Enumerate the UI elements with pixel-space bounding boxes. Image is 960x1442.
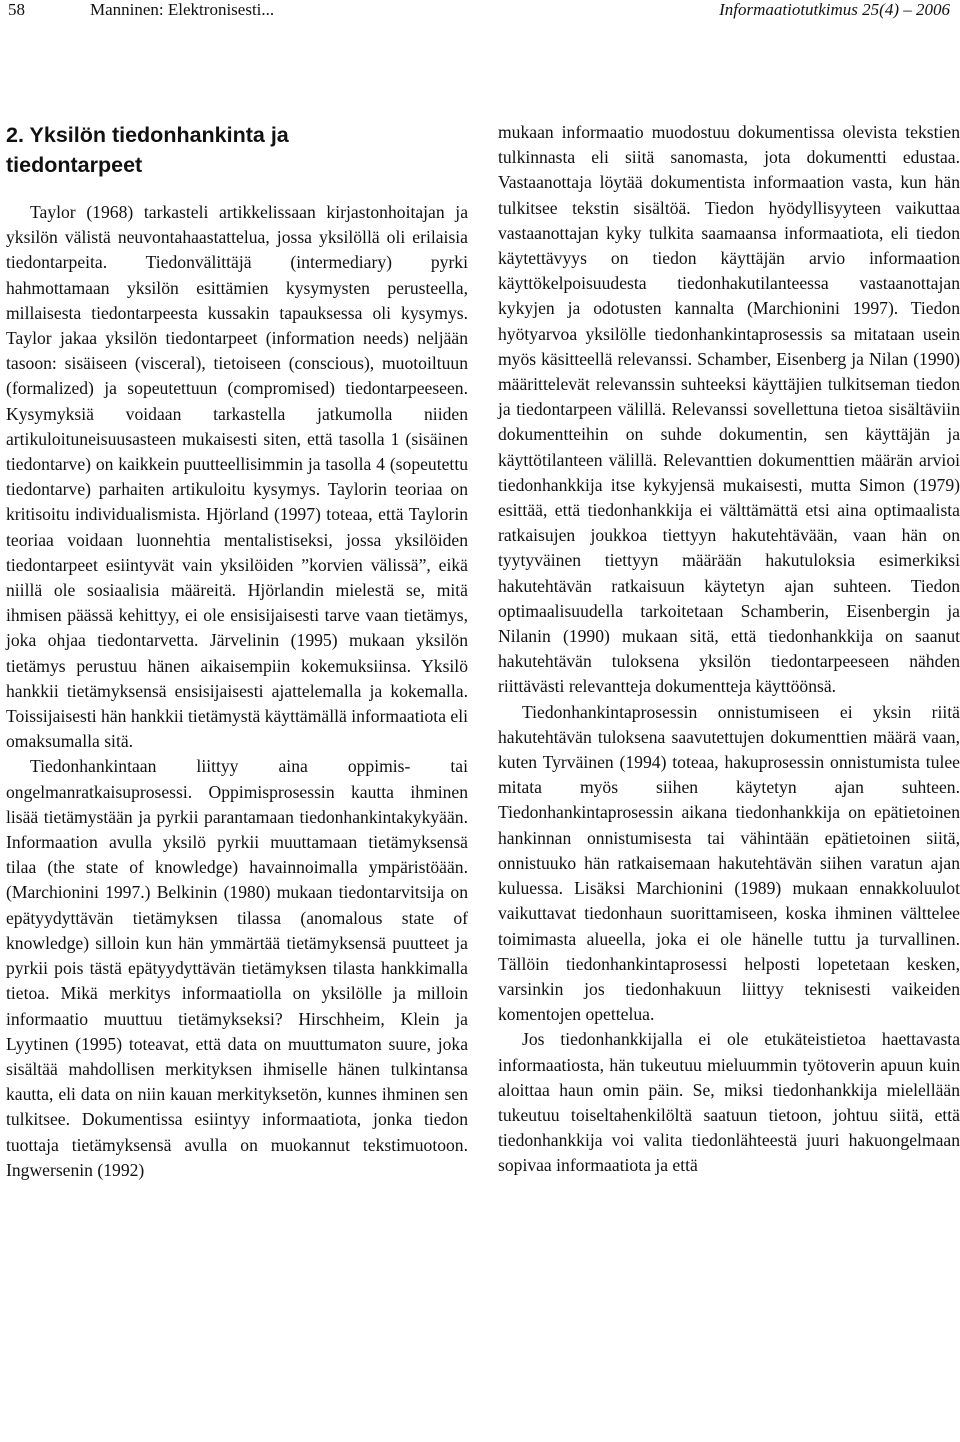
body-paragraph: Tiedonhankintaprosessin onnistumiseen ei yksin riitä hakutehtävän tuloksena saavutettujen dokumenttien määrä vaan, kuten Tyrväinen (1994) toteaa, hakuprosessin onnistumista tulee mitata myös siihen käytetyn ajan suhteen. Tiedonhankintaprosessin aikana tiedonhankkija on epätietoinen hankinnan onnistumisesta tai vähintään epätietoinen siitä, onnistuuko hän ratkaisemaan hakutehtävän siihen varatun ajan kuluessa. Lisäksi Marchionini (1989) mukaan ennakkoluulot vaikuttavat tiedonhaun suorittamiseen, koska ihminen välttelee toimimasta alueella, joka ei ole hänelle tuttu ja turvallinen. Tällöin tiedonhankintaprosessi helposti lopetetaan kesken, varsinkin jos tiedonhakuun liittyy teknisesti vaikeiden komentojen opettelua. (498, 701, 960, 1025)
running-header (0, 0, 960, 34)
left-column (6, 120, 468, 1183)
section-heading (6, 120, 468, 180)
section-heading-line: 2. Yksilön tiedonhankinta ja (6, 123, 289, 147)
body-paragraph: Jos tiedonhankkijalla ei ole etukäteistietoa haettavasta informaatiosta, hän tukeutuu mieluummin työtoverin apuun kuin aloittaa haun omin päin. Se, miksi tiedonhankkija mielellään tukeutuu toiseltahenkilöltä saatuun tietoon, johtuu siitä, että tiedonhankkija voi valita tiedonlähteestä juuri hakuongelmaan sopivaa informaatiota ja että (498, 1029, 960, 1176)
page-number: 58 (8, 0, 25, 19)
body-paragraph: Taylor (1968) tarkasteli artikkelissaan kirjastonhoitajan ja yksilön välistä neuvontahaastattelua, jossa yksilöllä oli erilaisia tiedontarpeita. Tiedonvälittäjä (intermediary) pyrki hahmottamaan yksilön esittämien kysymysten perusteella, millaisesta tiedontarpeesta kussakin tapauksessa oli kysymys. Taylor jakaa yksilön tiedontarpeet (information needs) neljään tasoon: sisäiseen (visceral), tietoiseen (conscious), muotoiltuun (formalized) ja sopeutettuun (compromised) tiedontarpeeseen. Kysymyksiä voidaan tarkastella jatkumolla niiden artikuloituneisuusasteen mukaisesti siten, että tasolla 1 (sisäinen tiedontarve) on kaikkein puutteellisimmin ja tasolla 4 (sopeutettu tiedontarve) parhaiten artikuloitu kysymys. Taylorin teoriaa on kritisoitu individualismista. Hjörland (1997) toteaa, että Taylorin teoriaa voidaan luonnehtia mentalistiseksi, jossa yksilöiden tiedontarpeet esiintyvät vain yksilöiden ”korvien välissä”, eikä niillä ole sosiaalisia määreitä. Hjörlandin mielestä se, mitä ihmisen päässä kehittyy, ei ole ensisijaisesti tarve vaan tietämys, joka ohjaa tiedontarvetta. Järvelinin (1995) mukaan yksilön tietämys perustuu hänen aikaisempiin kokemuksiinsa. Yksilö hankkii tietämyksensä ensisijaisesti ajattelemalla ja kokemalla. Toissijaisesti hän hankkii tietämystä käyttämällä informaatiota eli omaksumalla sitä. (6, 202, 468, 752)
running-title: Manninen: Elektronisesti... (90, 0, 275, 19)
section-heading-line: tiedontarpeet (6, 153, 143, 177)
right-column (498, 120, 960, 1179)
body-paragraph: Tiedonhankintaan liittyy aina oppimis- tai ongelmanratkaisuprosessi. Oppimisprosessin kautta ihminen lisää tietämystään ja pyrkii parantamaan tiedonhankintakykyään. Informaation avulla yksilö pyrkii muuttamaan tietämyksensä tilaa (the state of knowledge) havainnoimalla ympäristöään. (Marchionini 1997.) Belkinin (1980) mukaan tiedontarvitsija on epätyydyttävän tietämyksen tilassa (anomalous state of knowledge) silloin kun hän ymmärtää tietämyksensä puutteet ja pyrkii pois tästä epätyydyttävän tietämyksen tilasta hankkimalla tietoa. Mikä merkitys informaatiolla on yksilölle ja milloin informaatio muuttuu tietämykseksi? Hirschheim, Klein ja Lyytinen (1995) toteavat, että data on muuttumaton suure, joka sisältää mahdollisen merkityksen ihmiselle hänen tulkintansa kautta, eli data on niin kauan merkityksetön, kunnes ihminen sen tulkitsee. Dokumentissa esiintyy informaatiota, jonka tiedon tuottaja tietämyksensä avulla on muokannut tekstimuotoon. Ingwersenin (1992) (6, 756, 468, 1180)
body-paragraph: mukaan informaatio muodostuu dokumentissa olevista tekstien tulkinnasta eli siitä sanomasta, jota dokumentti edustaa. Vastaanottaja löytää dokumentista informaation vasta, kun hän tulkitsee tekstin sisältöä. Tiedon hyödyllisyyteen vaikuttaa vastaanottajan kyky tulkita saamaansa informaatiota, eli tiedon käytettävyys on tiedon käyttäjän arvio informaation käyttökelpoisuudesta tiedonhakutilanteessa vastaanottajan kykyjen ja odotusten kannalta (Marchionini 1997). Tiedon hyötyarvoa yksilölle tiedonhankintaprosessis sa mitataan usein myös käsitteellä relevanssi. Schamber, Eisenberg ja Nilan (1990) määrittelevät relevanssin suhteeksi käyttäjien tulkitseman tiedon ja tiedontarpeen välillä. Relevanssi sovellettuna tietoa sisältäviin dokumentteihin on suhde dokumentin, sen käyttäjän ja käyttötilanteen välillä. Relevanttien dokumenttien määrän arvioi tiedonhankkija itse kykyjensä mukaisesti, mutta Simon (1979) esittää, että tiedonhankkija ei välttämättä etsi aina optimaalista ratkaisujen joukkoa tiettyyn hakutehtävään, vaan hän on tyytyväinen tiettyyn määrään hakutuloksia esimerkiksi hakutehtävän ratkaisuun käytetyn ajan suhteen. Tiedon optimaalisuudella tarkoitetaan Schamberin, Eisenbergin ja Nilanin (1990) mukaan sitä, että tiedonhankkija on saanut hakutehtävän tuloksena yksilön tiedontarpeeseen nähden riittävästi relevantteja dokumentteja käyttöönsä. (498, 122, 960, 697)
journal-citation: Informaatiotutkimus 25(4) – 2006 (719, 0, 950, 19)
